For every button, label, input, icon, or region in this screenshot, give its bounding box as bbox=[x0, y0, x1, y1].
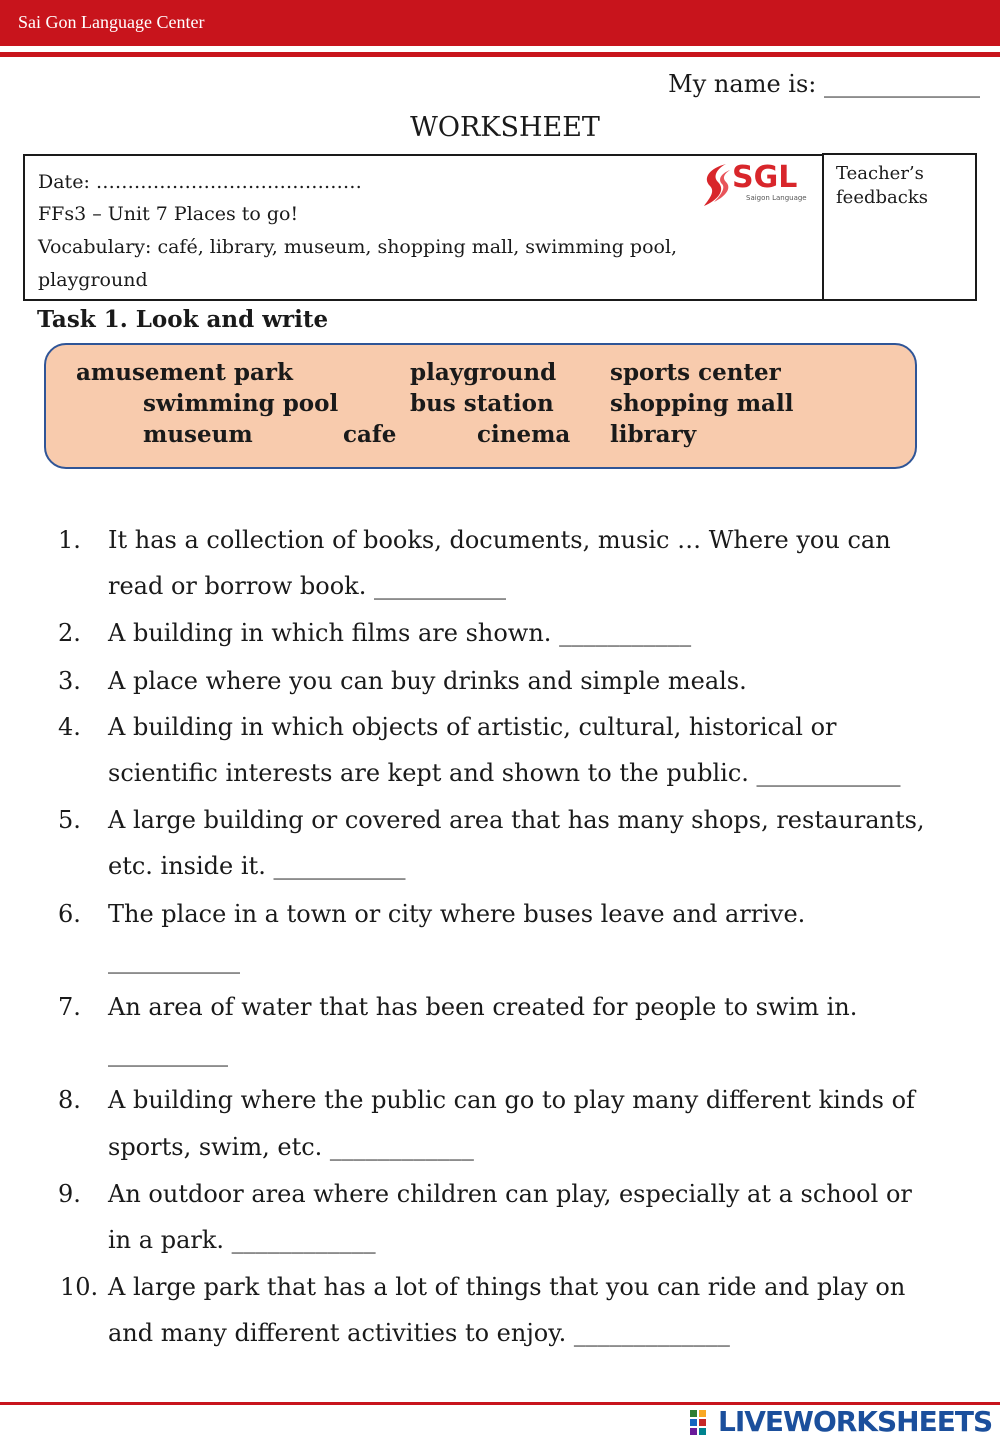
question-number: 4. bbox=[58, 713, 81, 741]
logo-tagline: Saigon Language bbox=[746, 194, 807, 202]
question-number: 6. bbox=[58, 900, 81, 928]
header-divider bbox=[0, 52, 1000, 57]
question-text: A building where the public can go to play many different kinds of bbox=[108, 1086, 915, 1114]
date-line: Date: …………………………………… bbox=[38, 171, 362, 193]
question-text: An area of water that has been created for people to swim in. bbox=[108, 993, 858, 1021]
question-text-continued: etc. inside it. ___________ bbox=[108, 852, 406, 880]
question-text-continued: read or borrow book. ___________ bbox=[108, 572, 506, 600]
liveworksheets-brand: LIVEWORKSHEETS bbox=[718, 1405, 993, 1438]
word-bank-item: bus station bbox=[410, 390, 554, 417]
question-text: An outdoor area where children can play, especially at a school or bbox=[108, 1180, 912, 1208]
header-bar bbox=[0, 0, 1000, 46]
question-number: 8. bbox=[58, 1086, 81, 1114]
word-bank-item: cafe bbox=[343, 421, 397, 448]
page-title: WORKSHEET bbox=[410, 112, 600, 143]
question-number: 1. bbox=[58, 526, 81, 554]
question-text: A building in which objects of artistic, cultural, historical or bbox=[108, 713, 837, 741]
word-bank-item: playground bbox=[410, 359, 557, 386]
teacher-feedback-label: Teacher’s feedbacks bbox=[836, 163, 928, 208]
teacher-feedback-box bbox=[822, 153, 977, 301]
vocab-line: Vocabulary: café, library, museum, shopping mall, swimming pool, bbox=[38, 236, 678, 258]
question-text-continued: in a park. ____________ bbox=[108, 1226, 376, 1254]
question-text: A large park that has a lot of things that you can ride and play on bbox=[108, 1273, 906, 1301]
question-text: The place in a town or city where buses leave and arrive. bbox=[108, 900, 806, 928]
word-bank-item: shopping mall bbox=[610, 390, 794, 417]
name-field-label: My name is: _____________ bbox=[668, 70, 980, 98]
question-text-continued: scientific interests are kept and shown to the public. ____________ bbox=[108, 759, 901, 787]
liveworksheets-icon bbox=[690, 1408, 716, 1438]
liveworksheets-logo bbox=[690, 1404, 993, 1440]
unit-line: FFs3 – Unit 7 Places to go! bbox=[38, 203, 299, 225]
question-number: 7. bbox=[58, 993, 81, 1021]
logo-brand: SGL bbox=[732, 160, 798, 195]
word-bank-item: swimming pool bbox=[143, 390, 339, 417]
question-number: 5. bbox=[58, 806, 81, 834]
word-bank-item: cinema bbox=[477, 421, 571, 448]
question-text-continued: and many different activities to enjoy. _____________ bbox=[108, 1319, 730, 1347]
word-bank-item: sports center bbox=[610, 359, 781, 386]
question-text-continued: sports, swim, etc. ____________ bbox=[108, 1133, 474, 1161]
word-bank bbox=[44, 343, 917, 469]
word-bank-item: amusement park bbox=[76, 359, 293, 386]
word-bank-item: museum bbox=[143, 421, 253, 448]
question-number: 3. bbox=[58, 667, 81, 695]
sgl-logo bbox=[700, 160, 812, 208]
word-bank-item: library bbox=[610, 421, 697, 448]
sgl-swoosh-icon bbox=[700, 160, 734, 208]
question-text-continued: __________ bbox=[108, 1039, 228, 1067]
question-text: A building in which films are shown. ___________ bbox=[108, 619, 692, 647]
question-text: A large building or covered area that has many shops, restaurants, bbox=[108, 806, 925, 834]
task1-title: Task 1. Look and write bbox=[37, 306, 329, 333]
question-number: 9. bbox=[58, 1180, 81, 1208]
question-text: A place where you can buy drinks and simple meals. bbox=[108, 667, 747, 695]
question-number: 10. bbox=[60, 1273, 99, 1301]
question-text: It has a collection of books, documents, music … Where you can bbox=[108, 526, 891, 554]
question-text-continued: ___________ bbox=[108, 946, 240, 974]
center-name: Sai Gon Language Center bbox=[18, 12, 205, 32]
vocab-line-continued: playground bbox=[38, 269, 148, 291]
question-number: 2. bbox=[58, 619, 81, 647]
